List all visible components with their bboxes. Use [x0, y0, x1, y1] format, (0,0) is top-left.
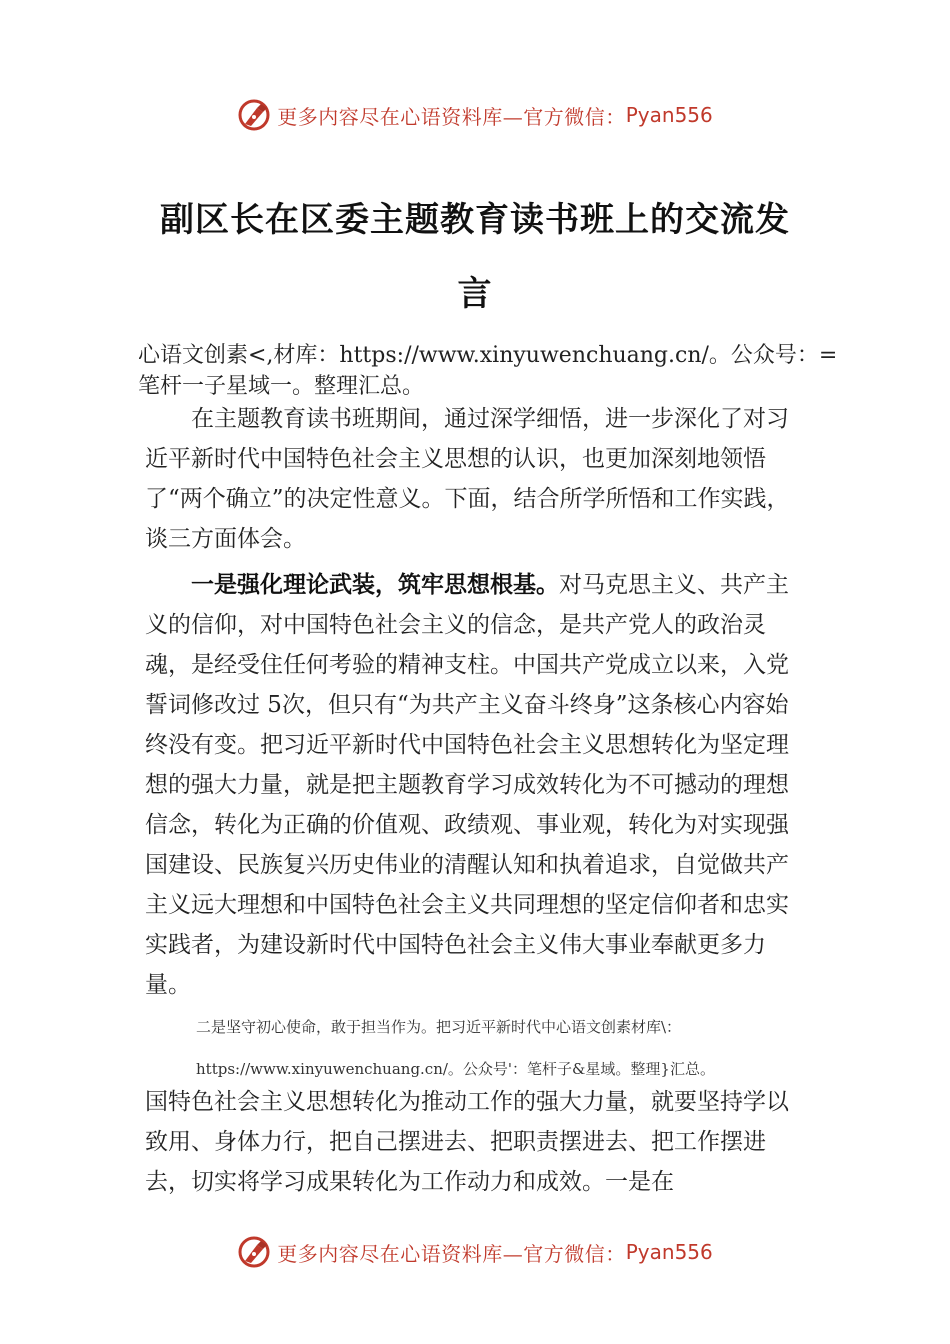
banner-slogan: 更多内容尽在心语资料库—官方微信： [277, 1241, 626, 1266]
banner-wechat-id: Pyan556 [625, 103, 713, 127]
banner-wechat-id: Pyan556 [625, 1240, 713, 1264]
document-title: 副区长在区委主题教育读书班上的交流发言 [160, 200, 790, 314]
small-note-url-line: https://www.xinyuwenchuang.cn/。公众号'：笔杆子&星域。整理}汇总。 [196, 1060, 715, 1078]
footer-banner [0, 1232, 950, 1272]
source-line: 心语文创素<,材库：https://www.xinyuwenchuang.cn/。公众号：=笔杆一子星域一。整理汇总。 [138, 343, 838, 399]
paragraph-point-one [145, 565, 810, 1005]
paragraph-intro: 在主题教育读书班期间，通过深学细悟，进一步深化了对习近平新时代中国特色社会主义思想的认识，也更加深刻地领悟了“两个确立”的决定性意义。下面，结合所学所悟和工作实践，谈三方面体会。 [145, 406, 790, 552]
paragraph-body: 对马克思主义、共产主义的信仰，对中国特色社会主义的信念，是共产党人的政治灵魂，是经受住任何考验的精神支柱。中国共产党成立以来，入党誓词修改过 5次，但只有“为共产主义奋斗终身”这条核心内容始终没有变。把习近平新时代中国特色社会主义思想转化为坚定理想的强大力量，就是把主题教育学习成效转化为不可撼动的理想信念，转化为正确的价值观、政绩观、事业观，转化为对实现强国建设、民族复兴历史伟业的清醒认知和执着追求，自觉做共产主义远大理想和中国特色社会主义共同理想的坚定信仰者和忠实实践者，为建设新时代中国特色社会主义伟大事业奉献更多力量。 [145, 572, 789, 998]
paragraph-continuation: 国特色社会主义思想转化为推动工作的强大力量，就要坚持学以致用、身体力行，把自己摆进去、把职责摆进去、把工作摆进去，切实将学习成果转化为工作动力和成效。一是在 [145, 1089, 789, 1195]
small-note-line: 二是坚守初心使命，敢于担当作为。把习近平新时代中心语文创素材库\： [196, 1018, 682, 1036]
header-banner [0, 95, 950, 135]
pen-nib-logo-icon [237, 1235, 271, 1269]
banner-slogan: 更多内容尽在心语资料库—官方微信： [277, 104, 626, 129]
pen-nib-logo-icon [237, 98, 271, 132]
paragraph-lead-heading: 一是强化理论武装，筑牢思想根基。 [191, 572, 559, 598]
